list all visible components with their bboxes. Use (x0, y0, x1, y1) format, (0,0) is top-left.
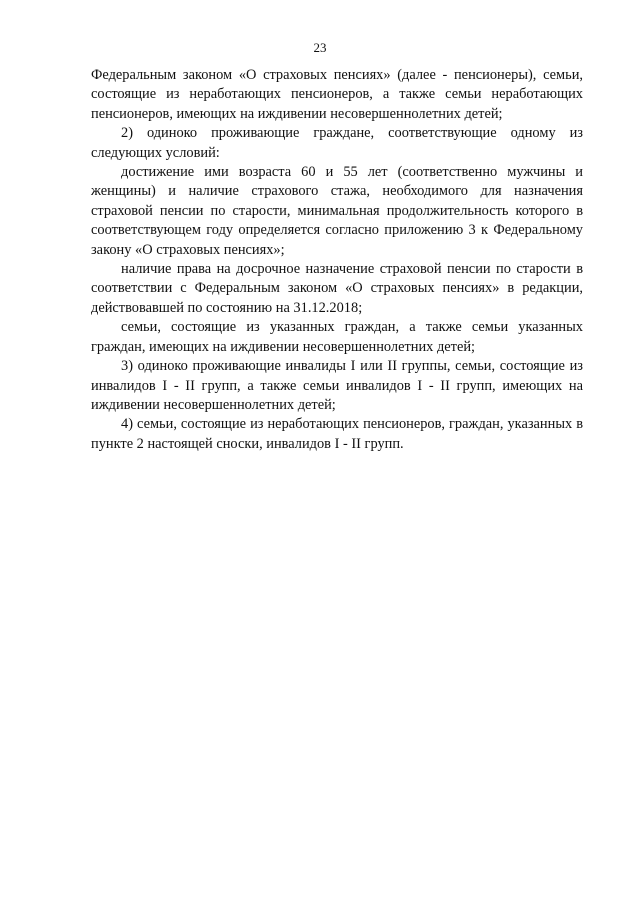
paragraph: Федеральным законом «О страховых пенсиях» (далее - пенсионеры), семьи, состоящие из неработающих пенсионеров, а также семьи неработающих пенсионеров, имеющих на иждивении несовершеннолетних детей; (91, 67, 583, 122)
paragraph: 4) семьи, состоящие из неработающих пенсионеров, граждан, указанных в пункте 2 настоящей сноски, инвалидов I - II групп. (91, 416, 583, 452)
document-body (91, 66, 583, 454)
paragraph: семьи, состоящие из указанных граждан, а также семьи указанных граждан, имеющих на иждивении несовершеннолетних детей; (91, 319, 583, 355)
paragraph: 3) одиноко проживающие инвалиды I или II группы, семьи, состоящие из инвалидов I - II групп, а также семьи инвалидов I - II групп, имеющих на иждивении несовершеннолетних детей; (91, 358, 583, 413)
paragraph: наличие права на досрочное назначение страховой пенсии по старости в соответствии с Федеральным законом «О страховых пенсиях» в редакции, действовавшей по состоянию на 31.12.2018; (91, 261, 583, 316)
paragraph: достижение ими возраста 60 и 55 лет (соответственно мужчины и женщины) и наличие страхового стажа, необходимого для назначения страховой пенсии по старости, минимальная продолжительность которого в соответствующем году определяется согласно приложению 3 к Федеральному закону «О страховых пенсиях»; (91, 164, 583, 258)
paragraph: 2) одиноко проживающие граждане, соответствующие одному из следующих условий: (91, 125, 583, 161)
page-number: 23 (313, 40, 327, 55)
